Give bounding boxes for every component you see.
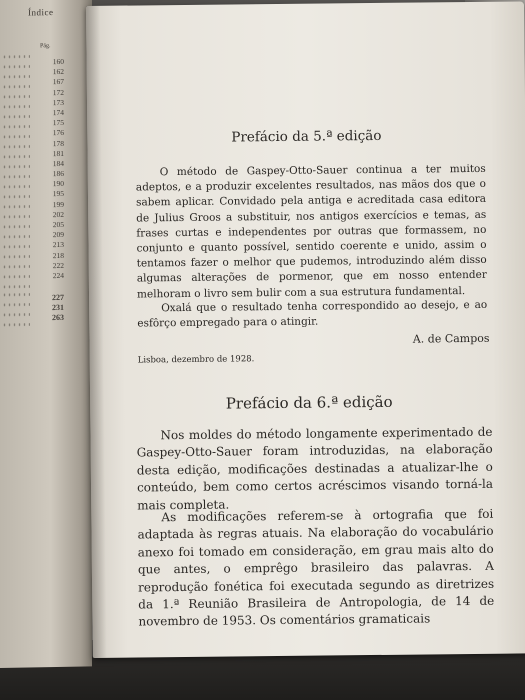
index-page-number: 184 [52,158,64,168]
index-page-number: 213 [52,240,64,250]
preface-6-paragraph-2: As modificações referem-se à ortografia que foi adaptada às regras atuais. Na elaboração do vocabulário anexo foi tomado em consideração, em grau mais alto do que antes, o emprêgo brasileiro das palavras. A reprodução fonética foi executada segundo as diretrizes da 1.ª Reunião Brasileira de Antropologia, de 14 de novembro de 1953. Os comentários gramaticais [137,506,495,629]
index-page-label: Pág. [40,43,51,50]
index-page-number: 263 [52,313,64,323]
index-page-number: 231 [52,303,64,313]
index-page-numbers-bottom [0,293,64,325]
index-page-number: 167 [52,77,64,87]
preface-5-place-date: Lisboa, dezembro de 1928. [137,354,255,366]
index-page-number: 173 [52,97,64,107]
preface-5-paragraph-2: Oxalá que o resultado tenha correspondido ao desejo, e ao esfôrço empregado para o atingir. [137,298,488,330]
index-page-number: 181 [52,148,64,158]
index-page-number: 222 [52,260,64,270]
index-page-number: 224 [52,270,64,281]
index-page-number: 186 [52,168,64,179]
index-page-number: 199 [52,199,64,209]
preface-6-paragraph-1: Nos moldes do método longamente experimentado de Gaspey-Otto-Sauer foram introduzidas, na elaboração desta edição, modificações destinadas a atualizar-lhe o conteúdo, bem como certos acréscimos visando torná-la mais completa. [136,424,494,513]
preface-6-title: Prefácio da 6.ª edição [225,392,393,413]
index-page-number: 160 [52,56,64,67]
preface-5-title: Prefácio da 5.ª edição [231,127,382,146]
index-page-number: 218 [52,250,64,260]
preface-5-paragraph-1: O método de Gaspey-Otto-Sauer continua a ter muitos adeptos, e a produzir excelentes resultados, nas mãos dos que o sabem aplicar. Convidado pela antiga e acreditada casa editora de Julius Groos a substituir, nos antigos exercícios e temas, as frases curtas e independentes por outras que formassem, no conjunto e quanto possível, sentido coerente e unido, assim o tentamos fazer o melhor que pudemos, introduzindo além disso algumas alterações de pormenor, que em nosso entender melhoram o livro sem bulir com a sua estrutura fundamental. [135,162,487,301]
index-page-number: 175 [52,118,64,128]
index-page-number: 190 [52,179,64,189]
index-page-number: 202 [52,209,64,219]
book-page [86,1,525,658]
index-page-number: 172 [52,87,64,97]
index-page-number: 195 [52,189,64,199]
index-page-number: 176 [52,128,64,138]
index-page-number: 162 [52,67,64,77]
index-page-numbers [0,57,64,282]
index-page-number: 227 [52,292,64,303]
index-page-number: 174 [52,107,64,118]
index-title: Índice [28,7,54,18]
index-page-number: 205 [52,219,64,230]
left-page-index [0,0,92,668]
preface-5-signature: A. de Campos [412,331,490,346]
index-page-number: 209 [52,230,64,240]
index-page-number: 178 [52,138,64,148]
